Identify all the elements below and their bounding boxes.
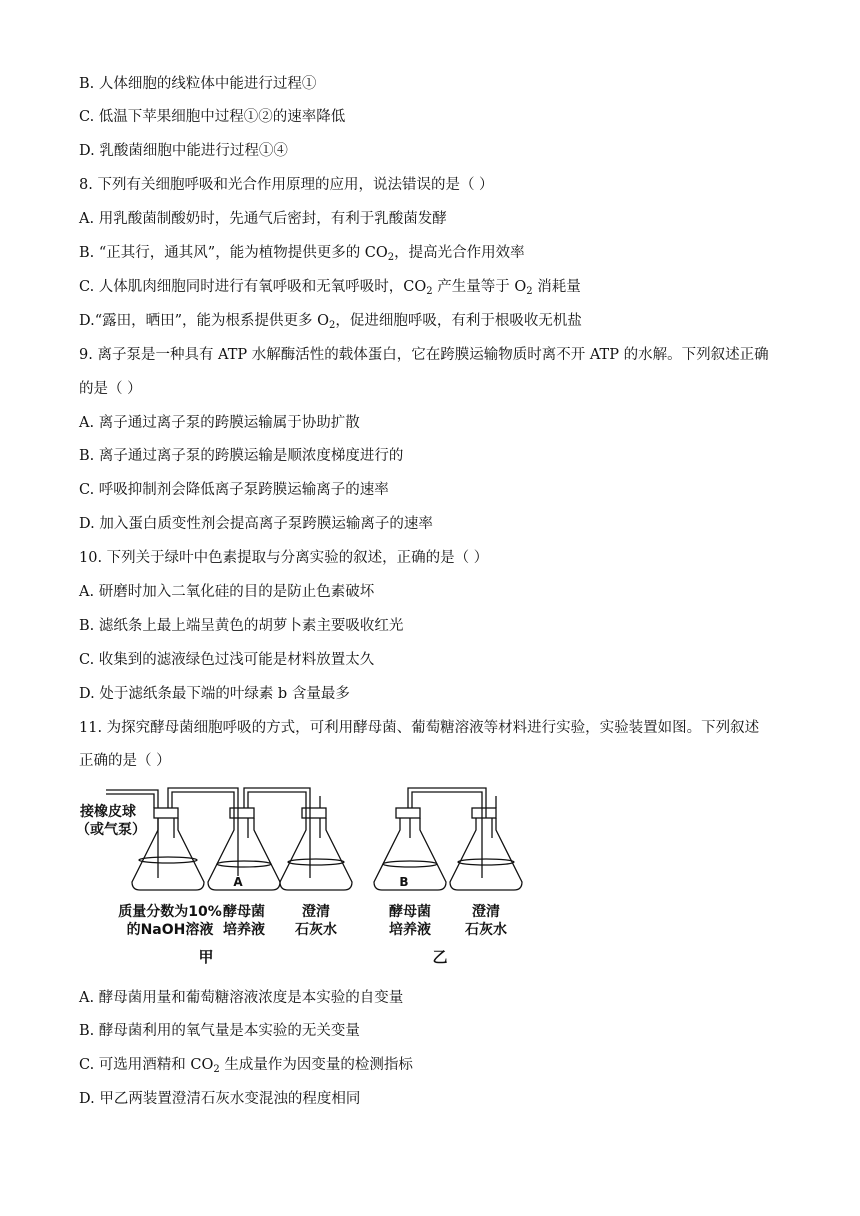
limewater-b-label-1: 澄清 — [472, 904, 500, 920]
subscript: 2 — [426, 286, 433, 297]
subscript: 2 — [213, 1064, 220, 1075]
text-segment: C. 人体肌肉细胞同时进行有氧呼吸和无氧呼吸时，CO — [79, 279, 427, 295]
subscript: 2 — [526, 286, 533, 297]
text-line — [79, 650, 374, 670]
text-segment: D. 处于滤纸条最下端的叶绿素 b 含量最多 — [79, 686, 350, 702]
text-line — [79, 243, 525, 263]
text-segment: A. 酵母菌用量和葡萄糖溶液浓度是本实验的自变量 — [79, 990, 404, 1006]
text-segment: 10. 下列关于绿叶中色素提取与分离实验的叙述，正确的是（ ） — [79, 550, 489, 566]
naoh-label-2: 的NaOH溶液 — [126, 922, 214, 938]
text-line — [79, 379, 142, 399]
text-segment: D. 甲乙两装置澄清石灰水变混浊的程度相同 — [79, 1091, 361, 1107]
text-segment: 正确的是（ ） — [79, 753, 171, 769]
yeast-label-1: 酵母菌 — [223, 904, 265, 920]
text-segment: 消耗量 — [532, 279, 581, 295]
experiment-apparatus-figure — [78, 778, 538, 968]
subscript: 2 — [387, 252, 395, 263]
flask-b-letter: B — [399, 875, 409, 889]
yeast-flask-a — [208, 808, 280, 890]
text-segment: ，提高光合作用效率 — [394, 245, 525, 261]
text-line — [79, 413, 360, 433]
limewater-flask-yi — [450, 808, 522, 890]
limewater-label-2: 石灰水 — [295, 922, 337, 938]
text-line — [79, 1055, 413, 1075]
text-line — [79, 718, 759, 738]
text-segment: C. 呼吸抑制剂会降低离子泵跨膜运输离子的速率 — [79, 482, 389, 498]
text-line — [79, 74, 316, 94]
text-segment: 生成量作为因变量的检测指标 — [219, 1057, 413, 1073]
text-line — [79, 277, 581, 297]
text-line — [79, 480, 389, 500]
naoh-flask — [132, 808, 204, 890]
text-segment: D.“露田，晒田”，能为根系提供更多 O — [79, 313, 330, 329]
subscript: 2 — [329, 320, 336, 331]
setup-yi-label: 乙 — [432, 948, 448, 966]
text-segment: D. 加入蛋白质变性剂会提高离子泵跨膜运输离子的速率 — [79, 516, 433, 532]
text-segment: B. 酵母菌利用的氧气量是本实验的无关变量 — [79, 1023, 360, 1039]
yeast-flask-b — [374, 808, 446, 890]
text-line — [79, 582, 374, 602]
naoh-label-1: 质量分数为10% — [118, 904, 222, 920]
text-line — [79, 107, 345, 127]
yeast-b-label-2: 培养液 — [389, 922, 431, 938]
text-segment: B. “正其行，通其风”，能为植物提供更多的 CO — [79, 245, 388, 261]
text-segment: A. 研磨时加入二氧化硅的目的是防止色素破坏 — [79, 584, 375, 600]
text-segment: 9. 离子泵是一种具有 ATP 水解酶活性的载体蛋白，它在跨膜运输物质时离不开 ATP 的水解。下列叙述正确 — [79, 347, 769, 363]
text-segment: C. 低温下苹果细胞中过程①②的速率降低 — [79, 109, 346, 125]
text-line — [79, 548, 488, 568]
text-line — [79, 209, 447, 229]
text-segment: 11. 为探究酵母菌细胞呼吸的方式，可利用酵母菌、葡萄糖溶液等材料进行实验，实验装置如图。下列叙述 — [79, 720, 760, 736]
text-segment: C. 收集到的滤液绿色过浅可能是材料放置太久 — [79, 652, 375, 668]
text-line — [79, 141, 288, 161]
text-line — [79, 1089, 360, 1109]
yeast-b-label-1: 酵母菌 — [389, 904, 431, 920]
setup-jia-label: 甲 — [198, 948, 214, 966]
text-line — [79, 988, 403, 1008]
limewater-b-label-2: 石灰水 — [465, 922, 507, 938]
pump-label-1: 接橡皮球 — [80, 804, 136, 820]
text-segment: 的是（ ） — [79, 381, 142, 397]
text-line — [79, 514, 433, 534]
limewater-label-1: 澄清 — [302, 904, 330, 920]
text-segment: ，促进细胞呼吸，有利于根吸收无机盐 — [335, 313, 582, 329]
text-segment: 8. 下列有关细胞呼吸和光合作用原理的应用，说法错误的是（ ） — [79, 177, 494, 193]
text-line — [79, 684, 350, 704]
text-segment: B. 人体细胞的线粒体中能进行过程① — [79, 76, 317, 92]
text-segment: C. 可选用酒精和 CO — [79, 1057, 214, 1073]
text-line — [79, 446, 403, 466]
text-segment: D. 乳酸菌细胞中能进行过程①④ — [79, 143, 288, 159]
text-segment: A. 离子通过离子泵的跨膜运输属于协助扩散 — [79, 415, 360, 431]
text-line — [79, 345, 769, 365]
flask-a-letter: A — [233, 875, 243, 889]
text-line — [79, 1021, 360, 1041]
text-segment: B. 离子通过离子泵的跨膜运输是顺浓度梯度进行的 — [79, 448, 404, 464]
text-line — [79, 175, 494, 195]
text-line — [79, 616, 403, 636]
text-segment: B. 滤纸条上最上端呈黄色的胡萝卜素主要吸收红光 — [79, 618, 404, 634]
text-line — [79, 751, 171, 771]
text-segment: A. 用乳酸菌制酸奶时，先通气后密封，有利于乳酸菌发酵 — [79, 211, 447, 227]
yeast-label-2: 培养液 — [223, 922, 265, 938]
text-line — [79, 311, 582, 331]
limewater-flask-jia — [280, 808, 352, 890]
pump-label-2: （或气泵） — [78, 822, 146, 838]
text-segment: 产生量等于 O — [432, 279, 527, 295]
